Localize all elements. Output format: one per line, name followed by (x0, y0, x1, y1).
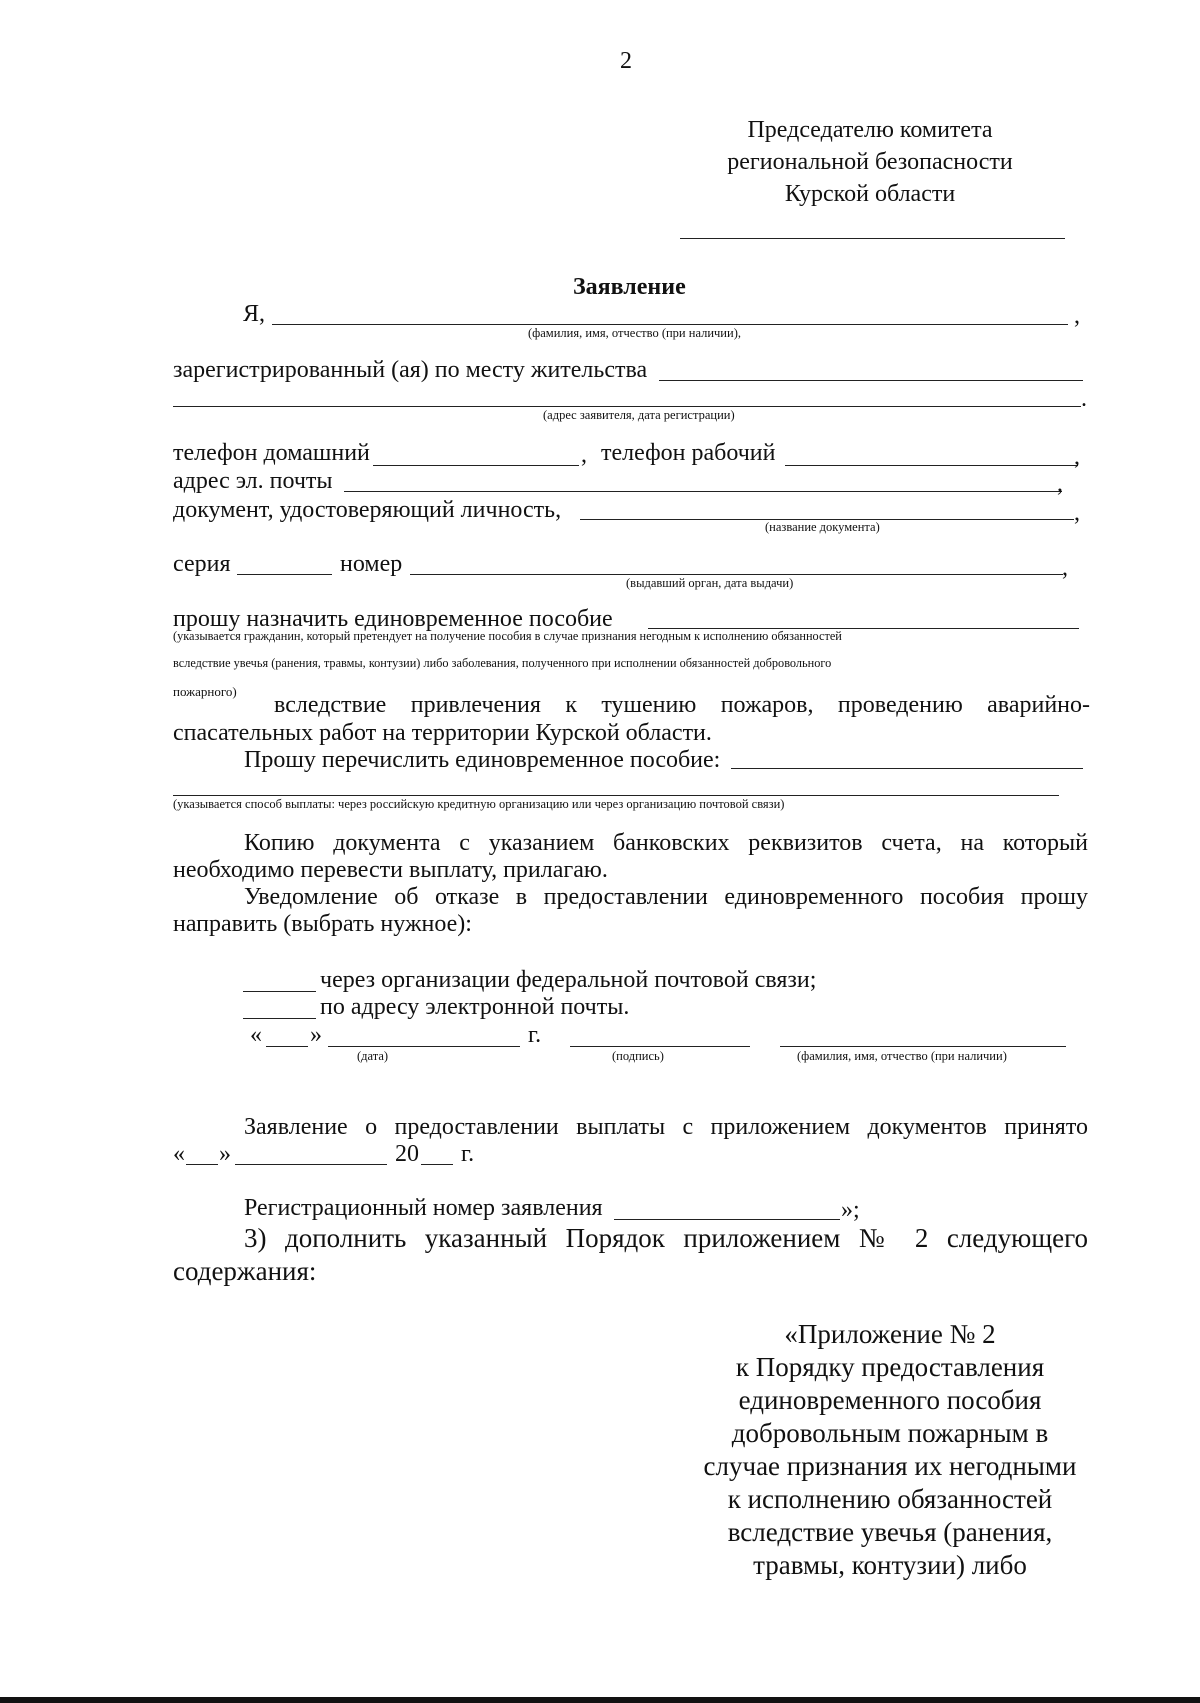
appendix-line-1: «Приложение № 2 (784, 1319, 996, 1349)
accepted-text: Заявление о предоставлении выплаты с приложением документов принято (244, 1114, 1088, 1140)
document-title: Заявление (573, 274, 686, 300)
scan-bottom-edge (0, 1697, 1200, 1703)
accepted-year-g: г. (461, 1141, 475, 1167)
option-post-checkbox-line[interactable] (243, 991, 316, 992)
copy-text-2: необходимо перевести выплату, прилагаю. (173, 857, 608, 883)
accepted-month-line (235, 1164, 387, 1165)
home-phone-label: телефон домашний (173, 440, 370, 466)
addressee-signature-line (680, 238, 1065, 239)
fio-caption: (фамилия, имя, отчество (при наличии), (528, 326, 741, 340)
number-label: номер (340, 551, 403, 577)
work-phone-comma: , (1074, 444, 1080, 470)
notice-text-1: Уведомление об отказе в предоставлении единовременного пособия прошу (244, 884, 1088, 910)
date-day-line (266, 1046, 308, 1047)
fio-end-comma: , (1074, 303, 1080, 329)
request-caption-1: (указывается гражданин, который претендует на получение пособия в случае признания негодным к исполнению обязанностей (173, 629, 842, 643)
addressee-line-1: Председателю комитета (747, 117, 993, 143)
option-email-label: по адресу электронной почты. (320, 994, 630, 1020)
transfer-line-1 (731, 768, 1083, 769)
address-line-2 (173, 406, 1081, 407)
address-caption: (адрес заявителя, дата регистрации) (543, 408, 735, 422)
signature-caption: (подпись) (612, 1049, 664, 1063)
home-phone-line (373, 465, 579, 466)
copy-text-1: Копию документа с указанием банковских реквизитов счета, на который (244, 830, 1088, 856)
accepted-close-quote: » (219, 1141, 231, 1167)
email-comma: , (1057, 471, 1063, 497)
series-line (237, 574, 332, 575)
amendment-line-2: содержания: (173, 1256, 317, 1286)
appendix-line-6: к исполнению обязанностей (727, 1484, 1053, 1514)
date-close-quote: » (310, 1022, 322, 1048)
date-year-g: г. (528, 1022, 542, 1048)
option-post-label: через организации федеральной почтовой связи; (320, 967, 817, 993)
id-doc-comma: , (1074, 500, 1080, 526)
request-caption-2: вследствие увечья (ранения, травмы, контузии) либо заболевания, полученного при исполнении обязанностей добровольного (173, 656, 832, 670)
accepted-open-quote: « (173, 1141, 185, 1167)
request-caption-3: пожарного) (173, 684, 237, 699)
date-caption: (дата) (357, 1049, 389, 1063)
email-label: адрес эл. почты (173, 468, 333, 494)
work-phone-label: телефон рабочий (601, 440, 776, 466)
appendix-line-4: добровольным пожарным в (731, 1418, 1049, 1448)
appendix-line-8: травмы, контузии) либо (753, 1550, 1027, 1580)
transfer-caption: (указывается способ выплаты: через российскую кредитную организацию или через организацию почтовой связи) (173, 797, 785, 811)
request-text-1: вследствие привлечения к тушению пожаров, проведению аварийно- (274, 692, 1090, 718)
address-line-1 (659, 380, 1083, 381)
appendix-line-2: к Порядку предоставления (735, 1352, 1045, 1382)
fio-line (272, 324, 1068, 325)
date-open-quote: « (250, 1022, 262, 1048)
fio-sign-line (780, 1046, 1066, 1047)
doc-caption: (название документа) (765, 520, 880, 534)
addressee-line-3: Курской области (784, 181, 956, 207)
series-label: серия (173, 551, 231, 577)
date-month-line (328, 1046, 520, 1047)
reg-number-line (614, 1219, 840, 1220)
option-email-checkbox-line[interactable] (243, 1018, 316, 1019)
reg-number-label: Регистрационный номер заявления (244, 1195, 603, 1221)
accepted-year-prefix: 20 (395, 1141, 419, 1167)
appendix-line-5: случае признания их негодными (703, 1451, 1077, 1481)
request-text-2: спасательных работ на территории Курской области. (173, 720, 712, 746)
fio-sign-caption: (фамилия, имя, отчество (при наличии) (797, 1049, 1007, 1063)
notice-text-2: направить (выбрать нужное): (173, 911, 472, 937)
appendix-line-7: вследствие увечья (ранения, (727, 1517, 1053, 1547)
appendix-line-3: единовременного пособия (738, 1385, 1042, 1415)
signature-line (570, 1046, 750, 1047)
request-label: прошу назначить единовременное пособие (173, 606, 613, 632)
number-line (410, 574, 1063, 575)
addressee-line-2: региональной безопасности (727, 149, 1013, 175)
amendment-line-1: 3) дополнить указанный Порядок приложением № 2 следующего (244, 1223, 1088, 1253)
email-line (344, 491, 1062, 492)
issuer-caption: (выдавший орган, дата выдачи) (626, 576, 794, 590)
home-phone-comma: , (581, 442, 587, 468)
id-doc-label: документ, удостоверяющий личность, (173, 497, 562, 523)
accepted-year-line (421, 1164, 453, 1165)
applicant-label: Я, (243, 301, 266, 327)
transfer-line-2 (173, 795, 1059, 796)
address-end-dot: . (1081, 386, 1087, 412)
page-number: 2 (620, 48, 632, 74)
number-comma: , (1062, 555, 1068, 581)
accepted-day-line (186, 1164, 218, 1165)
registered-label: зарегистрированный (ая) по месту жительства (173, 357, 648, 383)
transfer-label: Прошу перечислить единовременное пособие: (244, 747, 721, 773)
reg-number-end: »; (841, 1197, 860, 1223)
work-phone-line (785, 465, 1078, 466)
